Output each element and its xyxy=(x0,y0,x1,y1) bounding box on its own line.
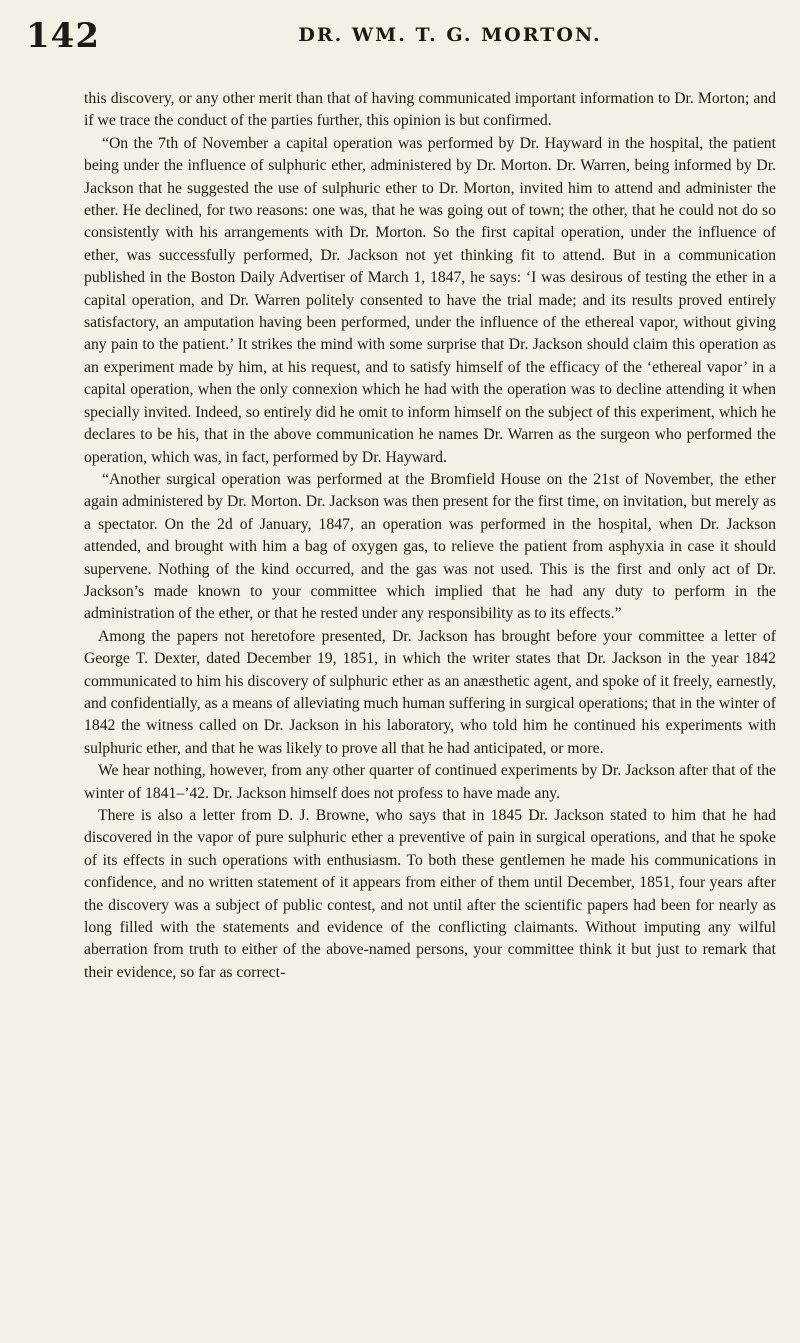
paragraph-dexter-letter: Among the papers not heretofore presented, Dr. Jackson has brought before your committee a letter of George T. Dexter, dated December 19, 1851, in which the writer states that Dr. Jackson in the year 1842 communicated to him his discovery of sulphuric ether as an anæsthetic agent, and spoke of it freely, earnestly, and confidentially, as a means of alleviating much human suffering in surgical operations; that in the winter of 1842 the witness called on Dr. Jackson in his laboratory, who told him he continued his experiments with sulphuric ether, and that he was likely to prove all that he had anticipated, or more. xyxy=(84,627,776,757)
paragraph-no-experiments: We hear nothing, however, from any other quarter of continued experiments by Dr. Jackson after that of the winter of 1841–’42. Dr. Jackson himself does not profess to have made any. xyxy=(84,762,776,802)
paragraph-browne-letter: There is also a letter from D. J. Browne, who says that in 1845 Dr. Jackson stated to him that he had discovered in the vapor of pure sulphuric ether a preventive of pain in surgical operations, and that he spoke of its effects in such operations with enthusiasm. To both these gentlemen he made his communications in confidence, and no written statement of it appears from either of them until December, 1851, four years after the discovery was a subject of public contest, and not until after the scientific papers had been for nearly as long filled with the statements and evidence of the conflicting claimants. Without imputing any wilful aberration from truth to either of the above-named persons, your committee think it but just to remark that their evidence, so far as correct- xyxy=(84,807,776,981)
paragraph-quote-bromfield: “Another surgical operation was performed at the Bromfield House on the 21st of November, the ether again administered by Dr. Morton. Dr. Jackson was then present for the first time, on invitation, but merely as a spectator. On the 2d of January, 1847, an operation was performed in the hospital, when Dr. Jackson attended, and brought with him a bag of oxygen gas, to relieve the patient from asphyxia in case it should supervene. Nothing of the kind occurred, and the gas was not used. This is the first and only act of Dr. Jackson’s made known to your committee which implied that he had any duty to perform in the administration of the ether, or that he rested under any responsibility as to its effects.” xyxy=(84,470,776,623)
running-title: DR. WM. T. G. MORTON. xyxy=(298,24,602,46)
paragraph-quote-nov-7: “On the 7th of November a capital operation was performed by Dr. Hayward in the hospital, the patient being under the influence of sulphuric ether, administered by Dr. Morton. Dr. Warren, being informed by Dr. Jackson that he suggested the use of sulphuric ether to Dr. Morton, invited him to attend and administer the ether. He declined, for two reasons: one was, that he was going out of town; the other, that he could not do so consistently with his arrangements with Dr. Morton. So the first capital operation, under the influence of ether, was successfully performed, Dr. Jackson not yet thinking fit to attend. But in a communication published in the Boston Daily Advertiser of March 1, 1847, he says: ‘I was desirous of testing the ether in a capital operation, and Dr. Warren politely consented to have the trial made; and its results proved entirely satisfactory, an amputation having been performed, under the influence of the ethereal vapor, without giving any pain to the patient.’ It strikes the mind with some surprise that Dr. Jackson should claim this operation as an experiment made by him, at his request, and to satisfy himself of the efficacy of the ‘ethereal vapor’ in a capital operation, when the only connexion which he had with the operation was to decline attending it when specially invited. Indeed, so entirely did he omit to inform himself on the subject of this experiment, which he declares to be his, that in the above communication he names Dr. Warren as the surgeon who performed the operation, which was, in fact, performed by Dr. Hayward. xyxy=(84,134,776,466)
body-text xyxy=(84,88,776,984)
page-number: 142 xyxy=(26,16,100,56)
paragraph-continuation: this discovery, or any other merit than that of having communicated important information to Dr. Morton; and if we trace the conduct of the parties further, this opinion is but confirmed. xyxy=(84,90,776,130)
